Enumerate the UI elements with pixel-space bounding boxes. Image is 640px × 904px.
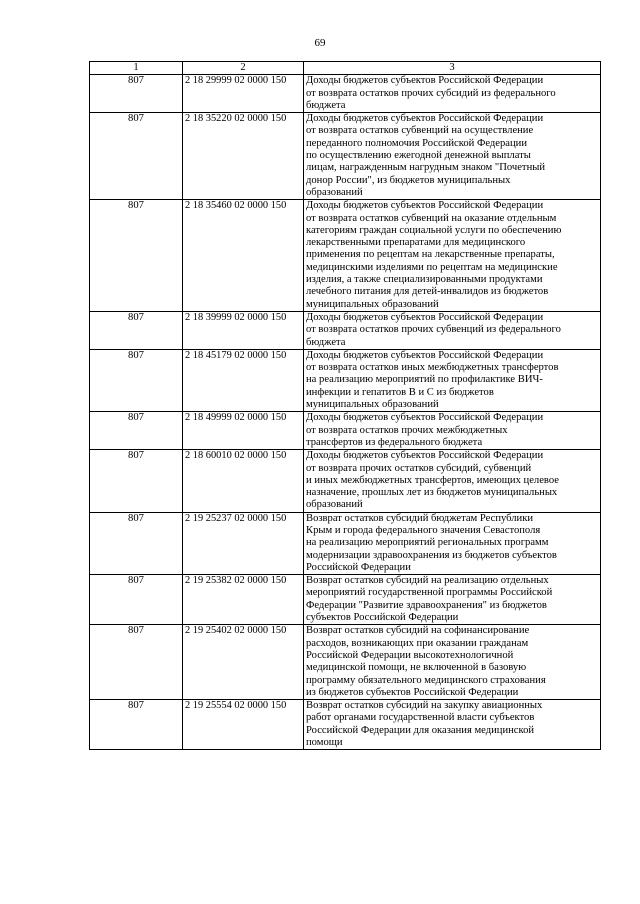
description-line: работ органами государственной власти субъектов [306, 712, 535, 724]
description-line: от возврата прочих остатков субсидий, субвенций [306, 462, 532, 474]
budget-classification-code-cell: 2 18 29999 02 0000 150 [183, 75, 304, 113]
income-description-cell [304, 113, 601, 200]
column-header-2: 2 [183, 62, 304, 75]
budget-classification-code-cell: 2 18 35220 02 0000 150 [183, 113, 304, 200]
description-line: лекарственными препаратами для медицинского [306, 237, 526, 249]
table-body [90, 75, 601, 750]
budget-classification-code-cell: 2 19 25237 02 0000 150 [183, 512, 304, 574]
table-header-row [90, 62, 601, 75]
description-line: помощи [306, 737, 343, 749]
income-description-cell [304, 700, 601, 750]
administrator-code-cell: 807 [90, 575, 183, 625]
table-row [90, 200, 601, 312]
description-line: бюджета [306, 99, 346, 111]
description-line: применения по рецептам на лекарственные препараты, [306, 249, 555, 261]
table-row [90, 700, 601, 750]
description-line: от возврата остатков прочих субсидий из федерального [306, 87, 556, 99]
administrator-code-cell: 807 [90, 512, 183, 574]
description-line: Федерации "Развитие здравоохранения" из бюджетов [306, 599, 547, 611]
income-description-cell [304, 575, 601, 625]
description-line: по осуществлению ежегодной денежной выплаты [306, 150, 531, 162]
description-line: лицам, награжденным нагрудным знаком "Почетный [306, 162, 546, 174]
table-row [90, 512, 601, 574]
income-description-cell [304, 349, 601, 411]
description-line: Возврат остатков субсидий на закупку авиационных [306, 700, 543, 712]
description-line: Крым и города федерального значения Севастополя [306, 524, 541, 536]
description-line: переданного полномочия Российской Федерации [306, 137, 527, 149]
description-line: программу обязательного медицинского страхования [306, 674, 546, 686]
budget-codes-table [89, 61, 601, 750]
table-row [90, 113, 601, 200]
administrator-code-cell: 807 [90, 311, 183, 349]
description-line: от возврата остатков субвенций на оказание отдельным [306, 212, 557, 224]
budget-classification-code-cell: 2 18 45179 02 0000 150 [183, 349, 304, 411]
administrator-code-cell: 807 [90, 200, 183, 312]
budget-classification-code-cell: 2 19 25554 02 0000 150 [183, 700, 304, 750]
column-header-1: 1 [90, 62, 183, 75]
description-line: назначение, прошлых лет из бюджетов муниципальных [306, 487, 558, 499]
income-description-cell [304, 512, 601, 574]
description-line: Российской Федерации для оказания медицинской [306, 724, 535, 736]
description-line: медицинской помощи, не включенной в базовую [306, 662, 527, 674]
description-line: образований [306, 186, 363, 198]
budget-classification-code-cell: 2 18 49999 02 0000 150 [183, 412, 304, 450]
table-row [90, 450, 601, 512]
description-line: Доходы бюджетов субъектов Российской Федерации [306, 311, 544, 323]
description-line: мероприятий государственной программы Российской [306, 587, 553, 599]
description-line: Возврат остатков субсидий на реализацию отдельных [306, 575, 549, 587]
administrator-code-cell: 807 [90, 75, 183, 113]
description-line: на реализацию мероприятий по профилактике ВИЧ- [306, 374, 543, 386]
description-line: медицинскими изделиями по рецептам на медицинские [306, 261, 558, 273]
description-line: муниципальных образований [306, 399, 439, 411]
column-header-3: 3 [304, 62, 601, 75]
description-line: муниципальных образований [306, 298, 439, 310]
income-description-cell [304, 311, 601, 349]
description-line: Доходы бюджетов субъектов Российской Федерации [306, 113, 544, 125]
table-row [90, 311, 601, 349]
description-line: от возврата остатков прочих межбюджетных [306, 424, 508, 436]
budget-classification-code-cell: 2 18 35460 02 0000 150 [183, 200, 304, 312]
description-line: Российской Федерации высокотехнологичной [306, 649, 514, 661]
description-line: субъектов Российской Федерации [306, 612, 459, 624]
table-row [90, 575, 601, 625]
income-description-cell [304, 625, 601, 700]
budget-classification-code-cell: 2 19 25382 02 0000 150 [183, 575, 304, 625]
description-line: модернизации здравоохранения из бюджетов субъектов [306, 549, 557, 561]
description-line: лечебного питания для детей-инвалидов из бюджетов [306, 286, 549, 298]
description-line: Возврат остатков субсидий бюджетам Республики [306, 512, 534, 524]
income-description-cell [304, 75, 601, 113]
description-line: трансфертов из федерального бюджета [306, 436, 483, 448]
budget-classification-code-cell: 2 19 25402 02 0000 150 [183, 625, 304, 700]
description-line: Доходы бюджетов субъектов Российской Федерации [306, 450, 544, 462]
administrator-code-cell: 807 [90, 349, 183, 411]
income-description-cell [304, 412, 601, 450]
description-line: бюджета [306, 336, 346, 348]
income-description-cell [304, 450, 601, 512]
description-line: инфекции и гепатитов В и С из бюджетов [306, 386, 494, 398]
description-line: от возврата остатков прочих субвенций из федерального [306, 324, 561, 336]
table-row [90, 625, 601, 700]
description-line: от возврата остатков иных межбюджетных трансфертов [306, 362, 559, 374]
description-line: изделия, а также специализированными продуктами [306, 274, 543, 286]
description-line: Российской Федерации [306, 561, 411, 573]
description-line: от возврата остатков субвенций на осуществление [306, 125, 534, 137]
description-line: и иных межбюджетных трансфертов, имеющих целевое [306, 474, 559, 486]
budget-classification-code-cell: 2 18 39999 02 0000 150 [183, 311, 304, 349]
table-row [90, 412, 601, 450]
administrator-code-cell: 807 [90, 450, 183, 512]
budget-classification-code-cell: 2 18 60010 02 0000 150 [183, 450, 304, 512]
page-number: 69 [314, 37, 326, 49]
table-row [90, 349, 601, 411]
description-line: Возврат остатков субсидий на софинансирование [306, 625, 530, 637]
description-line: на реализацию мероприятий региональных программ [306, 537, 549, 549]
description-line: категориям граждан социальной услуги по обеспечению [306, 224, 562, 236]
description-line: Доходы бюджетов субъектов Российской Федерации [306, 200, 544, 212]
description-line: из бюджетов субъектов Российской Федерации [306, 686, 519, 698]
income-description-cell [304, 200, 601, 312]
administrator-code-cell: 807 [90, 625, 183, 700]
description-line: образований [306, 499, 363, 511]
administrator-code-cell: 807 [90, 412, 183, 450]
table-row [90, 75, 601, 113]
description-line: расходов, возникающих при оказании гражданам [306, 637, 529, 649]
description-line: Доходы бюджетов субъектов Российской Федерации [306, 349, 544, 361]
administrator-code-cell: 807 [90, 700, 183, 750]
description-line: донор России", из бюджетов муниципальных [306, 174, 511, 186]
administrator-code-cell: 807 [90, 113, 183, 200]
description-line: Доходы бюджетов субъектов Российской Федерации [306, 412, 544, 424]
description-line: Доходы бюджетов субъектов Российской Федерации [306, 75, 544, 87]
